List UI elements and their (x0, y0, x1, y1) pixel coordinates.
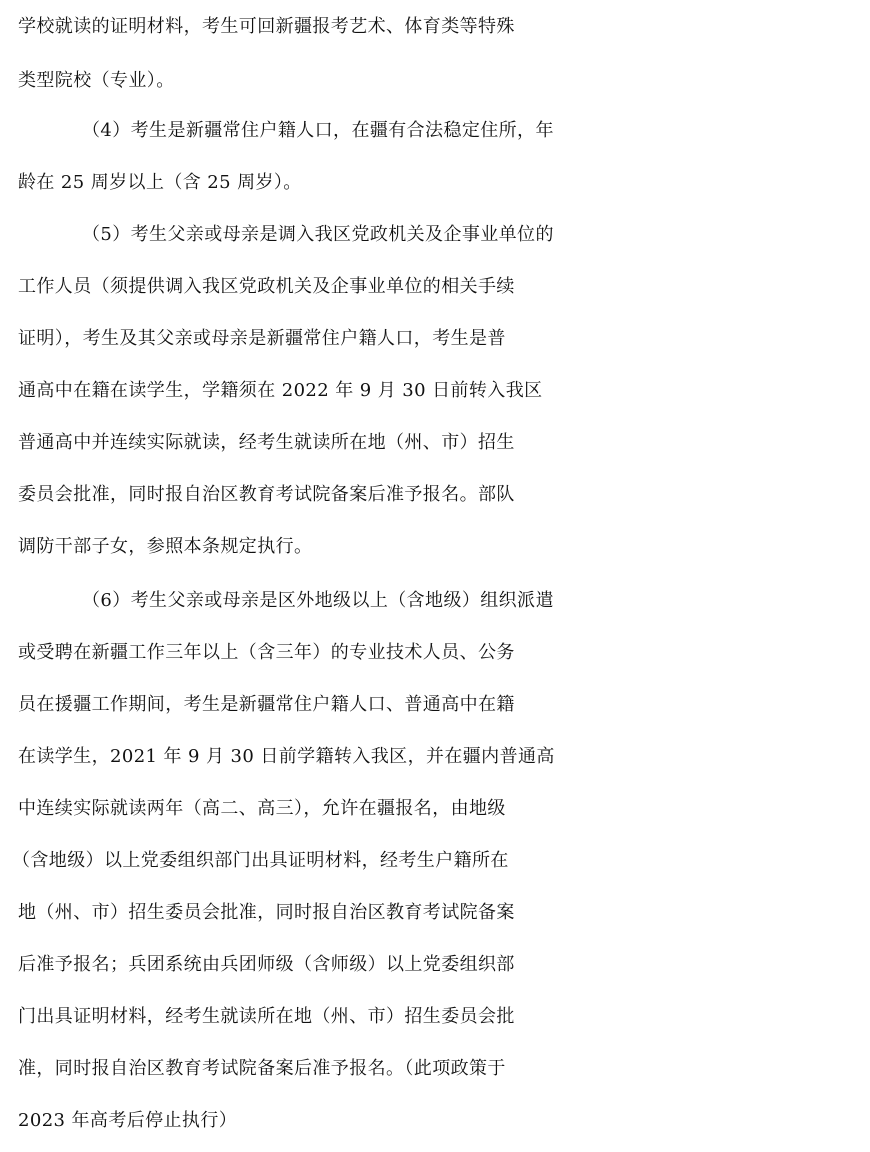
text-line: 学校就读的证明材料，考生可回新疆报考艺术、体育类等特殊 (18, 16, 515, 37)
text-line: 准，同时报自治区教育考试院备案后准予报名。（此项政策于 (18, 1058, 506, 1079)
text-line: 员在援疆工作期间，考生是新疆常住户籍人口、普通高中在籍 (18, 694, 515, 715)
text-line: 类型院校（专业）。 (18, 70, 175, 91)
text-line: 普通高中并连续实际就读，经考生就读所在地（州、市）招生 (18, 432, 515, 453)
text-line: 龄在 25 周岁以上（含 25 周岁）。 (18, 172, 302, 193)
text-line: 工作人员（须提供调入我区党政机关及企事业单位的相关手续 (18, 276, 515, 297)
text-line: 委员会批准，同时报自治区教育考试院备案后准予报名。部队 (18, 484, 515, 505)
text-line: 后准予报名；兵团系统由兵团师级（含师级）以上党委组织部 (18, 954, 515, 975)
text-line: （含地级）以上党委组织部门出具证明材料，经考生户籍所在 (12, 850, 509, 871)
text-line: 2023 年高考后停止执行） (18, 1110, 238, 1131)
text-line: 或受聘在新疆工作三年以上（含三年）的专业技术人员、公务 (18, 642, 515, 663)
text-line: 证明），考生及其父亲或母亲是新疆常住户籍人口，考生是普 (18, 328, 506, 349)
text-line: 地（州、市）招生委员会批准，同时报自治区教育考试院备案 (18, 902, 515, 923)
text-line: 通高中在籍在读学生，学籍须在 2022 年 9 月 30 日前转入我区 (18, 380, 543, 401)
text-line: 中连续实际就读两年（高二、高三），允许在疆报名，由地级 (18, 798, 506, 819)
text-line: 调防干部子女，参照本条规定执行。 (18, 536, 313, 557)
text-line: 门出具证明材料，经考生就读所在地（州、市）招生委员会批 (18, 1006, 515, 1027)
paragraph-4-start: （4）考生是新疆常住户籍人口，在疆有合法稳定住所，年 (82, 120, 554, 141)
paragraph-6-start: （6）考生父亲或母亲是区外地级以上（含地级）组织派遣 (82, 590, 554, 611)
paragraph-5-start: （5）考生父亲或母亲是调入我区党政机关及企事业单位的 (82, 224, 554, 245)
text-line: 在读学生，2021 年 9 月 30 日前学籍转入我区，并在疆内普通高 (18, 746, 555, 767)
